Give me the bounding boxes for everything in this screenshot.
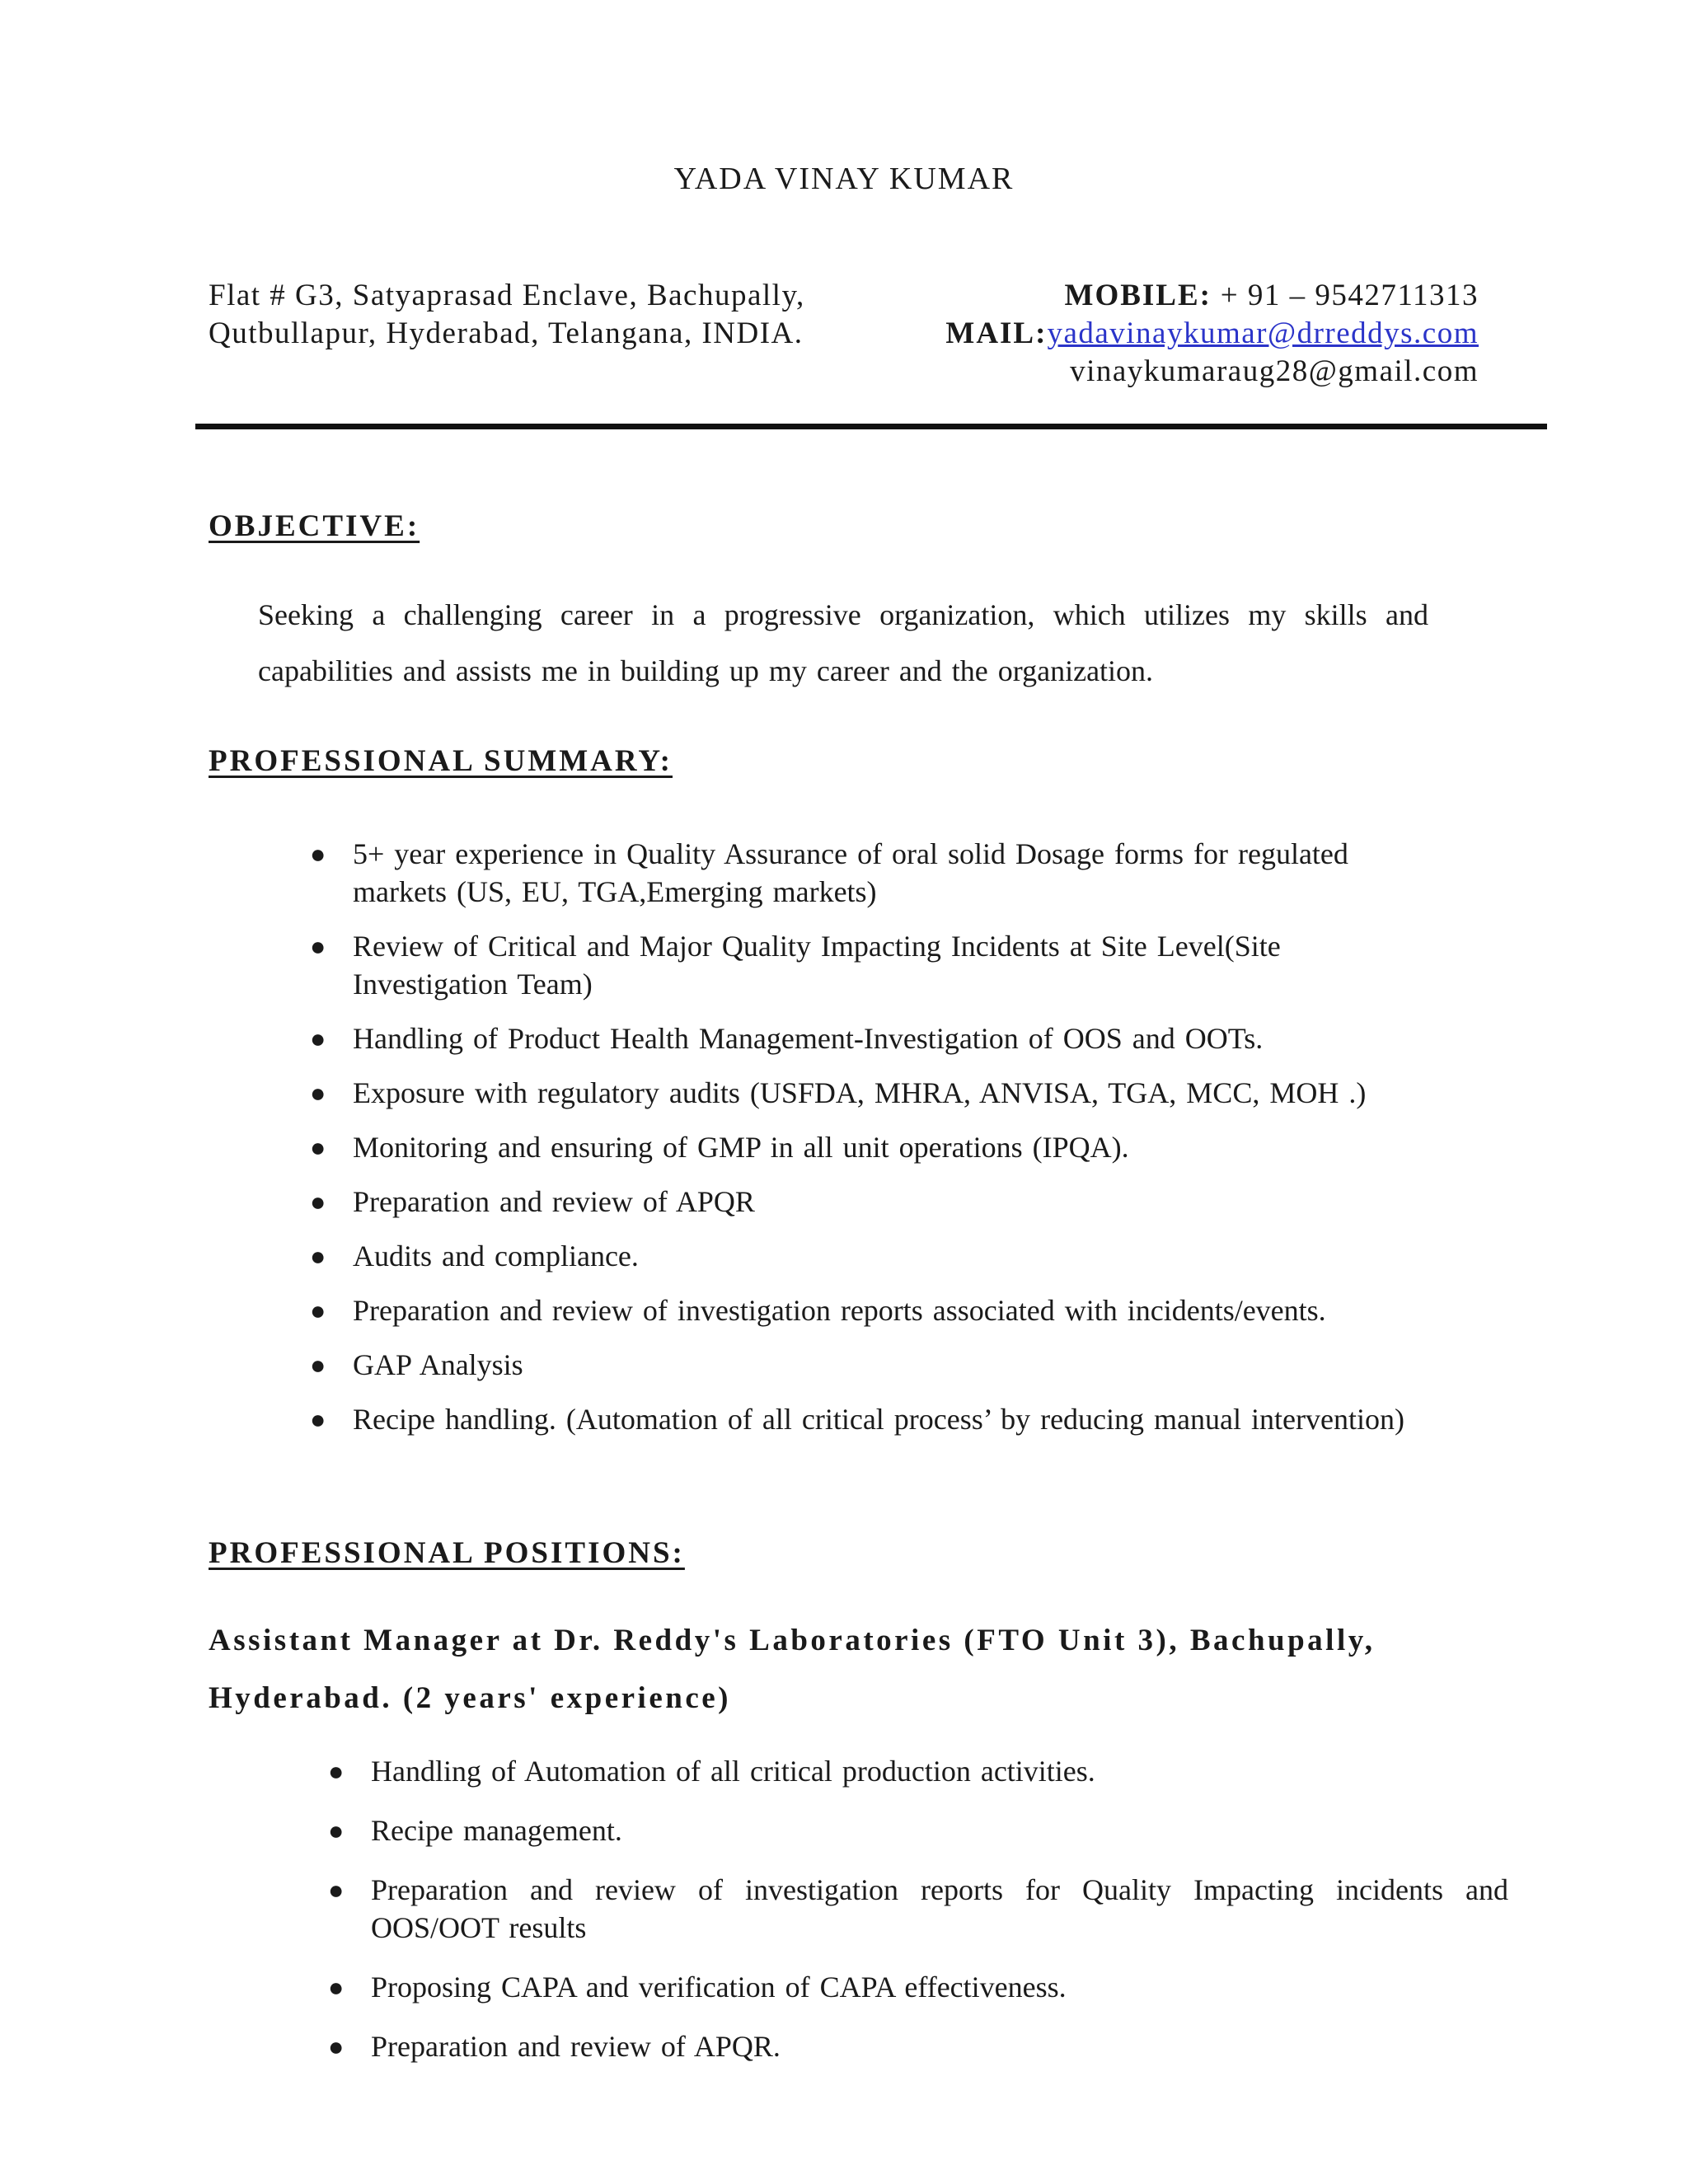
bullet-icon: ● — [328, 2032, 345, 2061]
bullet-icon: ● — [310, 1187, 326, 1216]
summary-heading: PROFESSIONAL SUMMARY: — [209, 744, 673, 778]
list-item-text: Exposure with regulatory audits (USFDA, MHRA, ANVISA, TGA, MCC, MOH .) — [353, 1076, 1367, 1109]
bullet-icon: ● — [310, 1404, 326, 1434]
address-line-1: Flat # G3, Satyaprasad Enclave, Bachupally, — [209, 279, 805, 312]
bullet-icon: ● — [328, 1756, 345, 1786]
bullet-icon: ● — [310, 1350, 326, 1380]
positions-heading: PROFESSIONAL POSITIONS: — [209, 1536, 685, 1570]
list-item-text: Recipe management. — [371, 1814, 622, 1847]
primary-email-link[interactable]: yadavinaykumar@drreddys.com — [1047, 316, 1479, 350]
list-item-text: Recipe handling. (Automation of all critical process’ by reducing manual intervention) — [353, 1403, 1404, 1436]
bullet-icon: ● — [310, 1078, 326, 1108]
list-item — [328, 1968, 1508, 2006]
contact-block — [945, 277, 1479, 391]
list-item — [310, 1074, 1441, 1112]
bullet-icon: ● — [328, 1972, 345, 2002]
bullet-icon: ● — [328, 1816, 345, 1845]
objective-text: Seeking a challenging career in a progressive organization, which utilizes my skills and capabilities and assists me in building up my career and the organization. — [258, 598, 1428, 687]
list-item — [310, 1019, 1441, 1057]
header-divider — [195, 424, 1547, 429]
objective-heading: OBJECTIVE: — [209, 509, 420, 543]
list-item — [310, 927, 1441, 1003]
list-item — [328, 1811, 1508, 1849]
list-item-text: 5+ year experience in Quality Assurance of oral solid Dosage forms for regulated markets (US, EU, TGA,Emerging markets) — [353, 837, 1348, 908]
list-item — [310, 1128, 1441, 1166]
list-item — [328, 2027, 1508, 2065]
job-title: Assistant Manager at Dr. Reddy's Laboratories (FTO Unit 3), Bachupally, Hyderabad. (2 years' experience) — [209, 1624, 1376, 1715]
candidate-name: YADA VINAY KUMAR — [673, 162, 1015, 196]
list-item-text: GAP Analysis — [353, 1348, 523, 1381]
list-item-text: Proposing CAPA and verification of CAPA effectiveness. — [371, 1971, 1067, 2004]
list-item — [328, 1752, 1508, 1790]
list-item-text: Handling of Automation of all critical production activities. — [371, 1755, 1095, 1788]
list-item-text: Preparation and review of investigation reports associated with incidents/events. — [353, 1294, 1326, 1327]
bullet-icon: ● — [310, 1296, 326, 1325]
bullet-icon: ● — [310, 839, 326, 869]
list-item — [310, 1400, 1441, 1438]
bullet-icon: ● — [310, 1132, 326, 1162]
mail-line — [945, 315, 1479, 353]
bullet-icon: ● — [328, 1875, 345, 1905]
list-item-text: Preparation and review of APQR. — [371, 2030, 781, 2063]
list-item-text: Preparation and review of APQR — [353, 1185, 755, 1218]
list-item-text: Monitoring and ensuring of GMP in all unit operations (IPQA). — [353, 1131, 1129, 1164]
list-item-text: Review of Critical and Major Quality Impacting Incidents at Site Level(Site Investigation Team) — [353, 930, 1281, 1001]
list-item — [310, 1291, 1441, 1329]
bullet-icon: ● — [310, 931, 326, 961]
mail-label: MAIL: — [945, 316, 1048, 350]
list-item — [310, 835, 1441, 911]
list-item-text: Preparation and review of investigation reports for Quality Impacting incidents and OOS/OOT results — [371, 1873, 1508, 1944]
mobile-line — [945, 277, 1479, 315]
list-item — [310, 1237, 1441, 1275]
bullet-icon: ● — [310, 1241, 326, 1271]
list-item — [310, 1346, 1441, 1384]
summary-list — [310, 835, 1441, 1455]
address-line-2: Qutbullapur, Hyderabad, Telangana, INDIA. — [209, 316, 804, 350]
secondary-email: vinaykumaraug28@gmail.com — [1070, 354, 1479, 388]
mobile-value: + 91 – 9542711313 — [1212, 279, 1479, 312]
mobile-label: MOBILE: — [1064, 279, 1212, 312]
list-item — [310, 1183, 1441, 1221]
address-block — [209, 277, 805, 353]
list-item-text: Audits and compliance. — [353, 1240, 639, 1272]
list-item-text: Handling of Product Health Management-Investigation of OOS and OOTs. — [353, 1022, 1264, 1055]
bullet-icon: ● — [310, 1024, 326, 1053]
job-responsibilities-list — [328, 1752, 1508, 2087]
list-item — [328, 1871, 1508, 1947]
